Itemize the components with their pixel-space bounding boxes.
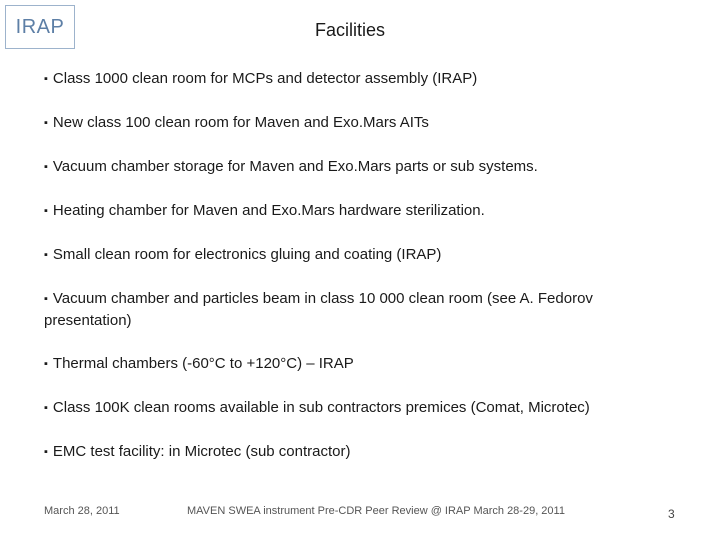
bullet-marker: ▪ (44, 117, 48, 129)
bullet-marker: ▪ (44, 73, 48, 85)
list-item (44, 441, 664, 463)
footer-date: March 28, 2011 (44, 505, 120, 517)
logo-text: IRAP (15, 15, 65, 38)
list-item (44, 68, 664, 90)
list-item (44, 397, 664, 419)
bullet-text: Thermal chambers (-60°C to +120°C) – IRAP (52, 355, 354, 372)
irap-logo (5, 5, 75, 49)
bullet-marker: ▪ (44, 446, 48, 458)
list-item (44, 156, 664, 178)
list-item (44, 288, 664, 331)
bullet-marker: ▪ (44, 205, 48, 217)
bullet-marker: ▪ (44, 402, 48, 414)
list-item (44, 112, 664, 134)
slide-title: Facilities (314, 20, 385, 40)
bullet-text: EMC test facility: in Microtec (sub contractor) (52, 443, 351, 460)
bullet-text: Small clean room for electronics gluing and coating (IRAP) (52, 246, 442, 263)
list-item (44, 353, 664, 375)
bullet-marker: ▪ (44, 293, 48, 305)
bullet-text: Class 100K clean rooms available in sub contractors premices (Comat, Microtec) (52, 399, 590, 416)
list-item (44, 244, 664, 266)
footer-title: MAVEN SWEA instrument Pre-CDR Peer Review @ IRAP March 28-29, 2011 (187, 505, 565, 517)
bullet-text: New class 100 clean room for Maven and Exo.Mars AITs (52, 114, 429, 131)
page-number: 3 (668, 507, 675, 521)
bullet-list (44, 68, 664, 485)
bullet-marker: ▪ (44, 249, 48, 261)
bullet-marker: ▪ (44, 161, 48, 173)
bullet-text: Class 1000 clean room for MCPs and detector assembly (IRAP) (52, 70, 478, 87)
bullet-text: Vacuum chamber storage for Maven and Exo.Mars parts or sub systems. (52, 158, 538, 175)
bullet-marker: ▪ (44, 358, 48, 370)
list-item (44, 200, 664, 222)
bullet-text: Heating chamber for Maven and Exo.Mars hardware sterilization. (52, 202, 485, 219)
bullet-text: Vacuum chamber and particles beam in class 10 000 clean room (see A. Fedorov presentation) (44, 290, 593, 329)
